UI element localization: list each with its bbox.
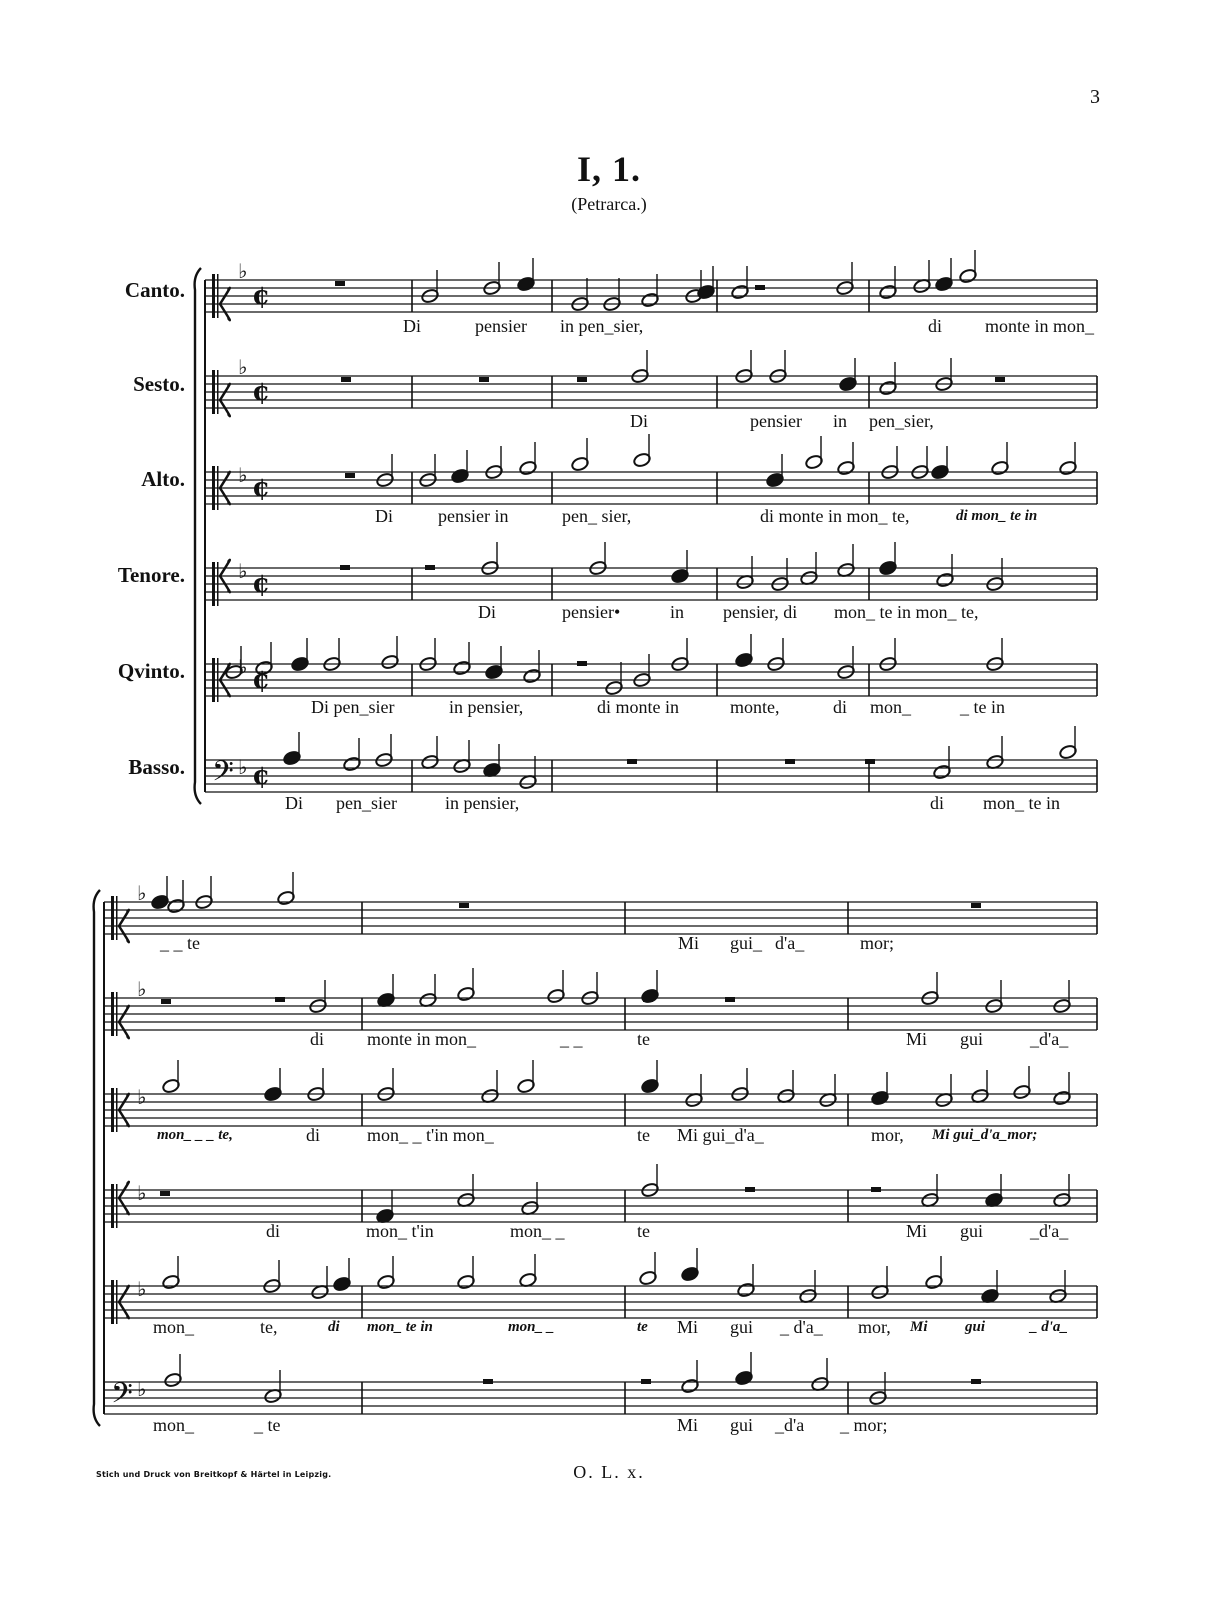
- c-clef-icon-stroke: [116, 1280, 118, 1324]
- page-number: 3: [1090, 86, 1100, 108]
- rest-icon: [275, 997, 285, 1002]
- lyric: gui: [960, 1221, 984, 1241]
- bass-clef-icon: 𝄢: [212, 755, 234, 795]
- lyric: te: [637, 1029, 650, 1049]
- c-clef-icon: [212, 370, 215, 414]
- lyric: in pen_sier,: [560, 316, 644, 336]
- lyric: _d'a_: [1030, 1029, 1069, 1049]
- rest-icon: [865, 759, 875, 764]
- lyric: pensier, di: [723, 602, 798, 622]
- voice-label-qvinto: Qvinto.: [117, 659, 185, 683]
- c-clef-icon-stroke: [217, 562, 219, 606]
- lyric: Mi: [677, 1317, 699, 1337]
- bass-clef-icon: 𝄢: [111, 1377, 133, 1417]
- publisher-imprint: Stich und Druck von Breitkopf & Härtel in Leipzig.: [96, 1470, 332, 1479]
- c-clef-icon: [111, 1088, 114, 1132]
- c-clef-icon-stroke: [116, 896, 118, 940]
- lyric: _d'a_: [1030, 1221, 1069, 1241]
- lyric: in: [670, 602, 685, 622]
- flat-key-signature-icon: ♭: [238, 559, 248, 583]
- lyric: Mi: [906, 1221, 928, 1241]
- lyric: di: [328, 1319, 340, 1335]
- lyric: Di: [478, 602, 496, 622]
- c-clef-icon-stroke: [217, 370, 219, 414]
- flat-key-signature-icon: ♭: [137, 1085, 147, 1109]
- rest-icon: [345, 473, 355, 478]
- c-clef-icon: [212, 274, 215, 318]
- rest-icon: [971, 1379, 981, 1384]
- plate-number: O. L. x.: [573, 1462, 645, 1482]
- flat-key-signature-icon: ♭: [238, 259, 248, 283]
- rest-icon: [577, 377, 587, 382]
- lyric: mon_ _: [508, 1319, 555, 1335]
- lyric: pen_sier,: [869, 411, 934, 431]
- flat-key-signature-icon: ♭: [238, 755, 248, 779]
- lyric: di monte in mon_ te,: [760, 506, 910, 526]
- lyric: mon_ te in: [367, 1319, 433, 1335]
- rest-icon: [643, 997, 653, 1002]
- flat-key-signature-icon: ♭: [238, 655, 248, 679]
- rest-icon: [995, 377, 1005, 382]
- c-clef-icon-stroke: [217, 466, 219, 510]
- rest-icon: [971, 903, 981, 908]
- lyric: di: [310, 1029, 325, 1049]
- voice-label-canto: Canto.: [124, 278, 185, 302]
- lyric: te: [637, 1319, 648, 1335]
- voice-label-sesto: Sesto.: [133, 372, 185, 396]
- lyric: di: [928, 316, 943, 336]
- rest-icon: [755, 285, 765, 290]
- flat-key-signature-icon: ♭: [137, 977, 147, 1001]
- lyric: mor,: [871, 1125, 904, 1145]
- lyric: mon_ t'in: [366, 1221, 434, 1241]
- c-clef-icon: [111, 992, 114, 1036]
- system-brace: [195, 268, 201, 804]
- lyric: pensier•: [562, 602, 621, 622]
- c-clef-icon: [212, 466, 215, 510]
- flat-key-signature-icon: ♭: [238, 463, 248, 487]
- c-clef-icon-stroke: [116, 992, 118, 1036]
- rest-icon: [335, 281, 345, 286]
- lyric: Di: [630, 411, 648, 431]
- rest-icon: [725, 997, 735, 1002]
- rest-icon: [341, 377, 351, 382]
- rest-icon: [641, 1379, 651, 1384]
- system-1-staves: [195, 268, 1097, 804]
- c-clef-icon: [212, 562, 215, 606]
- lyric: _ mor;: [840, 1415, 888, 1435]
- lyric: monte,: [730, 697, 780, 717]
- lyric: _ te in: [960, 697, 1005, 717]
- lyric: Di: [403, 316, 421, 336]
- c-clef-icon: [111, 1280, 114, 1324]
- rest-icon: [425, 565, 435, 570]
- rest-icon: [627, 759, 637, 764]
- rest-icon: [161, 999, 171, 1004]
- voice-label-alto: Alto.: [141, 467, 185, 491]
- lyric: te: [637, 1125, 650, 1145]
- lyric: te,: [260, 1317, 278, 1337]
- cut-time-icon: ¢: [252, 377, 271, 407]
- c-clef-icon: [111, 896, 114, 940]
- lyric: di: [306, 1125, 321, 1145]
- lyric: di: [930, 793, 945, 813]
- c-clef-icon-stroke: [116, 1088, 118, 1132]
- cut-time-icon: ¢: [252, 665, 271, 695]
- lyric: Mi gui_d'a_: [677, 1125, 764, 1145]
- flat-key-signature-icon: ♭: [137, 881, 147, 905]
- rest-icon: [340, 565, 350, 570]
- lyric: Di: [285, 793, 303, 813]
- rest-icon: [871, 1187, 881, 1192]
- lyric: mon_ _ t'in mon_: [367, 1125, 494, 1145]
- cut-time-icon: ¢: [252, 761, 271, 791]
- lyric: mon_: [153, 1317, 195, 1337]
- lyric: _ d'a_: [1030, 1319, 1068, 1335]
- lyric: di monte in: [597, 697, 679, 717]
- lyric: Mi gui_d'a_mor;: [932, 1127, 1038, 1143]
- lyric: _ _: [560, 1029, 583, 1049]
- flat-key-signature-icon: ♭: [137, 1277, 147, 1301]
- c-clef-icon-stroke: [116, 1184, 118, 1228]
- lyric: _d'a: [775, 1415, 805, 1435]
- c-clef-icon: [111, 1184, 114, 1228]
- lyric: gui: [965, 1319, 986, 1335]
- rest-icon: [160, 1191, 170, 1196]
- lyric: mon_ te in: [983, 793, 1060, 813]
- lyric: pensier: [750, 411, 802, 431]
- lyric: Mi: [678, 933, 700, 953]
- lyric: pen_ sier,: [562, 506, 632, 526]
- lyric: pensier in: [438, 506, 509, 526]
- cut-time-icon: ¢: [252, 473, 271, 503]
- lyric: _ _ te: [160, 933, 200, 953]
- piece-title: I, 1.: [576, 149, 641, 189]
- lyric: in: [833, 411, 848, 431]
- c-clef-icon: [212, 658, 215, 702]
- lyric: mon_: [870, 697, 912, 717]
- poet-subtitle: (Petrarca.): [571, 194, 647, 214]
- lyric: mor;: [860, 933, 894, 953]
- lyric: monte in mon_: [985, 316, 1094, 336]
- lyric: gui: [730, 1415, 754, 1435]
- lyric: _ d'a_: [780, 1317, 823, 1337]
- lyric: monte in mon_: [367, 1029, 476, 1049]
- lyric: pen_sier: [336, 793, 397, 813]
- lyric: d'a_: [775, 933, 805, 953]
- rest-icon: [459, 903, 469, 908]
- rest-icon: [577, 661, 587, 666]
- lyric: gui_: [730, 933, 763, 953]
- lyric: gui: [960, 1029, 984, 1049]
- c-clef-icon-stroke: [217, 274, 219, 318]
- lyric: Mi: [677, 1415, 699, 1435]
- lyric: mon_: [153, 1415, 195, 1435]
- lyric: mon_ _: [510, 1221, 565, 1241]
- rest-icon: [745, 1187, 755, 1192]
- lyric: Mi: [910, 1319, 928, 1335]
- lyric: in pensier,: [449, 697, 524, 717]
- lyric: te: [637, 1221, 650, 1241]
- system-brace: [94, 890, 100, 1426]
- lyric: gui: [730, 1317, 754, 1337]
- lyric: pensier: [475, 316, 527, 336]
- rest-icon: [483, 1379, 493, 1384]
- lyric: mon_ te in mon_ te,: [834, 602, 979, 622]
- voice-label-tenore: Tenore.: [117, 563, 185, 587]
- lyric: mon_ _ _ te,: [157, 1127, 233, 1143]
- flat-key-signature-icon: ♭: [137, 1377, 147, 1401]
- lyric: Di: [375, 506, 393, 526]
- rest-icon: [479, 377, 489, 382]
- voice-label-basso: Basso.: [128, 755, 185, 779]
- cut-time-icon: ¢: [252, 281, 271, 311]
- lyric: Mi: [906, 1029, 928, 1049]
- lyric: in pensier,: [445, 793, 520, 813]
- flat-key-signature-icon: ♭: [137, 1181, 147, 1205]
- lyric: mor,: [858, 1317, 891, 1337]
- lyric: di: [266, 1221, 281, 1241]
- cut-time-icon: ¢: [252, 569, 271, 599]
- lyric: Di pen_sier: [311, 697, 395, 717]
- lyric: _ te: [254, 1415, 281, 1435]
- lyric: di: [833, 697, 848, 717]
- lyric: di mon_ te in: [956, 508, 1038, 524]
- system-2-staves: [94, 890, 1097, 1426]
- rest-icon: [785, 759, 795, 764]
- flat-key-signature-icon: ♭: [238, 355, 248, 379]
- c-clef-icon-stroke: [217, 658, 219, 702]
